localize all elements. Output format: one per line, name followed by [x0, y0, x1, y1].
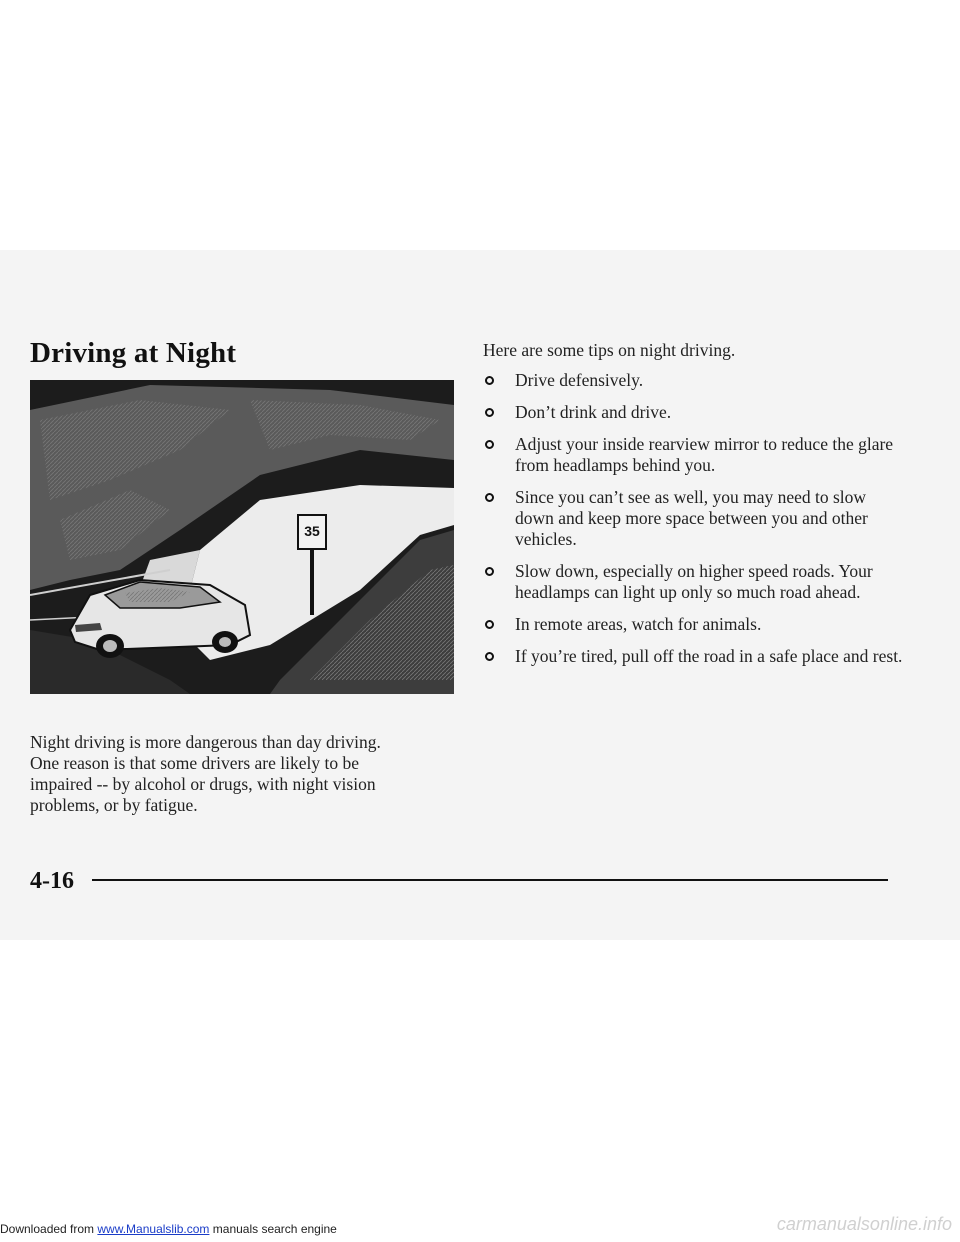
list-item: If you’re tired, pull off the road in a safe place and rest.: [483, 646, 903, 667]
night-driving-paragraph: Night driving is more dangerous than day driving. One reason is that some drivers are likely to be impaired -- by alcohol or drugs, with night vision problems, or by fatigue.: [30, 731, 381, 815]
bullet-icon: [485, 408, 494, 417]
bullet-icon: [485, 652, 494, 661]
bullet-icon: [485, 376, 494, 385]
page-number: 4-16: [30, 868, 74, 894]
bullet-icon: [485, 440, 494, 449]
tips-list: [483, 370, 903, 667]
watermark: carmanualsonline.info: [776, 1214, 952, 1234]
list-item: Don’t drink and drive.: [483, 402, 903, 423]
manualslib-link[interactable]: www.Manualslib.com: [97, 1222, 210, 1236]
list-item: In remote areas, watch for animals.: [483, 614, 903, 635]
list-item: Slow down, especially on higher speed roads. Your headlamps can light up only so much road ahead.: [483, 561, 903, 603]
footer-prefix: Downloaded from: [0, 1222, 98, 1236]
bullet-icon: [485, 493, 494, 502]
speed-sign-number: 35: [304, 523, 320, 539]
list-item: Drive defensively.: [483, 370, 903, 391]
night-driving-illustration: [30, 380, 454, 694]
tips-intro: Here are some tips on night driving.: [483, 340, 736, 360]
footer-suffix: manuals search engine: [209, 1222, 337, 1236]
bullet-icon: [485, 620, 494, 629]
footer-rule: [92, 879, 888, 881]
bullet-icon: [485, 567, 494, 576]
list-item: Adjust your inside rearview mirror to reduce the glare from headlamps behind you.: [483, 434, 903, 476]
list-item: Since you can’t see as well, you may need to slow down and keep more space between you and other vehicles.: [483, 487, 903, 550]
download-footer: [0, 1222, 337, 1236]
page-title: Driving at Night: [30, 337, 237, 369]
